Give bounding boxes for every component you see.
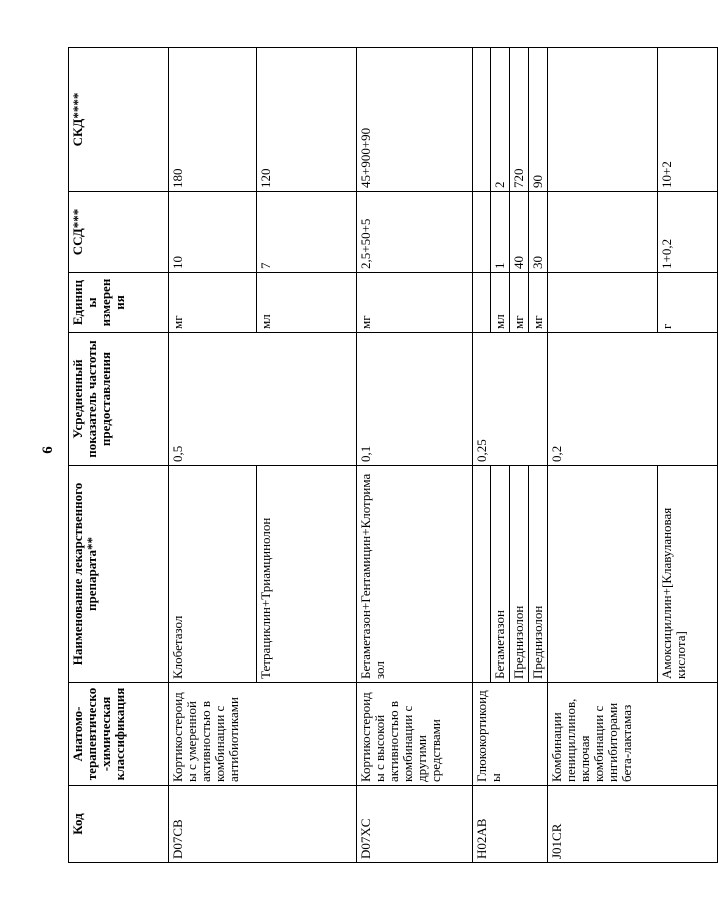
freq-cell: 0,2 [548,333,718,466]
code-cell: D07CB [169,786,357,863]
skd-cell: 180 [169,48,257,192]
empty-cell [473,273,491,333]
unit-cell: мг [510,273,529,333]
header-code: Код [69,786,169,863]
table-row [473,48,491,863]
empty-cell [548,273,658,333]
code-cell: D07XC [357,786,473,863]
rotated-page [68,48,688,863]
freq-cell: 0,25 [473,333,548,466]
page-number: 6 [40,446,56,454]
unit-cell: мл [257,273,357,333]
code-cell: J01CR [548,786,718,863]
ssd-cell: 40 [510,192,529,273]
drug-cell: Бетаметазон+Гентамицин+Клотримазол [357,466,473,683]
table-row [548,48,658,863]
drug-cell: Клобетазол [169,466,257,683]
unit-cell: мг [529,273,548,333]
header-ssd: ССД*** [69,192,169,273]
freq-cell: 0,5 [169,333,357,466]
ssd-cell: 10 [169,192,257,273]
header-drug: Наименование лекарственного препарата** [69,466,169,683]
header-freq: Усредненный показатель частоты предоставления [69,333,169,466]
unit-cell: г [658,273,718,333]
empty-cell [473,466,491,683]
unit-cell: мг [169,273,257,333]
atc-cell: Комбинации пенициллинов, включая комбинации с ингибиторами бета-лактамаз [548,683,718,786]
header-row [69,48,169,863]
unit-cell: мг [357,273,473,333]
unit-cell: мл [491,273,510,333]
header-skd: СКД**** [69,48,169,192]
atc-cell: Кортикостероиды с высокой активностью в комбинации с другими средствами [357,683,473,786]
ssd-cell: 1 [491,192,510,273]
empty-cell [473,48,491,192]
empty-cell [548,466,658,683]
skd-cell: 120 [257,48,357,192]
drug-table [68,47,718,863]
skd-cell: 720 [510,48,529,192]
header-unit: Единицы измерения [69,273,169,333]
empty-cell [473,192,491,273]
drug-cell: Тетрациклин+Триамцинолон [257,466,357,683]
empty-cell [548,48,658,192]
table-row [169,48,257,863]
drug-cell: Преднизолон [510,466,529,683]
drug-cell: Преднизолон [529,466,548,683]
empty-cell [548,192,658,273]
skd-cell: 45+900+90 [357,48,473,192]
table-row [357,48,473,863]
skd-cell: 10+2 [658,48,718,192]
header-atc: Анатомо-терапевтическо-химическая классификация [69,683,169,786]
skd-cell: 90 [529,48,548,192]
drug-cell: Амоксициллин+[Клавулановая кислота] [658,466,718,683]
skd-cell: 2 [491,48,510,192]
ssd-cell: 2,5+50+5 [357,192,473,273]
ssd-cell: 30 [529,192,548,273]
ssd-cell: 1+0,2 [658,192,718,273]
freq-cell: 0,1 [357,333,473,466]
drug-cell: Бетаметазон [491,466,510,683]
code-cell: H02AB [473,786,548,863]
atc-cell: Глюкокортикоиды [473,683,548,786]
atc-cell: Кортикостероиды с умеренной активностью в комбинации с антибиотиками [169,683,357,786]
ssd-cell: 7 [257,192,357,273]
